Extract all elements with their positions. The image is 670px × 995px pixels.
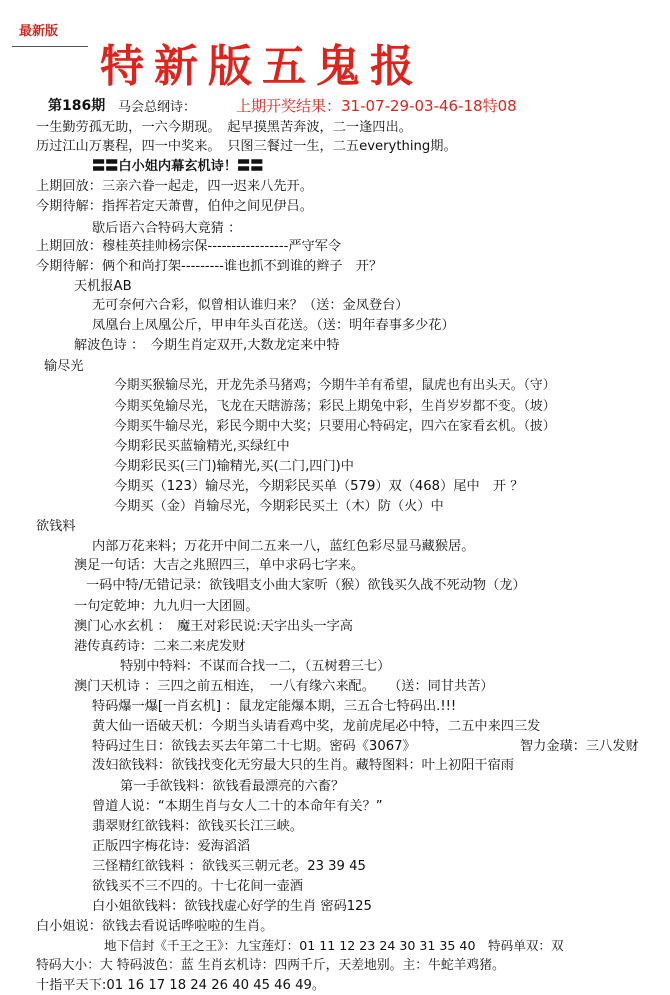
text-line: 解波色诗 ： 今期生肖定双开,大数龙定来中特 bbox=[74, 338, 340, 353]
text-line: 地下信封《千王之王》：九宝莲灯：01 11 12 23 24 30 31 35 40 特码单双：双 bbox=[104, 938, 564, 953]
text-line: 欲钱买不三不四的。十七花间一壶酒 bbox=[92, 879, 303, 894]
text-line: 今期待解：指挥若定天萧曹，伯仲之间见伊吕。 bbox=[36, 199, 313, 214]
text-line: 黄大仙一语破天机：今期当头请看鸡中奖，龙前虎尾必中特，二五中来四三发 bbox=[92, 719, 541, 734]
last-draw-result: 上期开奖结果：31-07-29-03-46-18特08 bbox=[236, 97, 517, 115]
text-line: 港传真药诗：二来二来虎发财 bbox=[74, 639, 246, 654]
text-line: 今期买兔输尽光，飞龙在天瞎游荡；彩民上期兔中彩，生肖岁岁都不变。（坡） bbox=[114, 399, 556, 414]
text-line: 上期回放：三亲六眷一起走，四一迟来八先开。 bbox=[36, 179, 313, 194]
issue-number: 第186期 bbox=[48, 98, 106, 114]
text-line: 特码爆一爆[一肖玄机] ：鼠龙定能爆本期，三五合七特码出.!!! bbox=[92, 699, 457, 714]
text-line: 翡翠财红欲钱料：欲钱买长江三峡。 bbox=[92, 819, 303, 834]
text-line: 白小姐欲钱料：欲钱找虚心好学的生肖 密码125 bbox=[92, 899, 372, 914]
text-line: 曾道人说：“本期生肖与女人二十的本命年有关？” bbox=[92, 799, 383, 814]
text-line: 第一手欲钱料：欲钱看最漂亮的六畜？ bbox=[120, 779, 345, 794]
text-line: 一码中特/无错记录：欲钱唱支小曲大家听（猴）欲钱买久战不死动物（龙） bbox=[86, 578, 526, 593]
section-heading: 输尽光 bbox=[44, 359, 84, 374]
text-line: 澳足一句话：大吉之兆照四三，单中求码七字来。 bbox=[74, 558, 365, 573]
text-line: 凤凰台上凤凰公斤，甲申年头百花送。（送：明年春事多少花） bbox=[92, 318, 455, 333]
text-line: 一生勤劳孤无助，一六今期现。 起早摸黑苦奔波，二一逢四出。 bbox=[36, 120, 412, 135]
text-line: 今期买（金）肖输尽光，今期彩民买土（木）防（火）中 bbox=[114, 499, 444, 514]
section-heading: 欲钱料 bbox=[36, 519, 76, 534]
section-heading: 歇后语六合特码大竟猜 ： bbox=[92, 221, 242, 236]
text-line: 历过江山万裹程，四一中奖来。 只图三餐过一生，二五everything期。 bbox=[36, 139, 457, 154]
text-line: 今期待解：俩个和尚打架---------谁也抓不到谁的辫子 开？ bbox=[36, 259, 383, 274]
text-line: 澳门心水玄机 ： 魔王对彩民说:天字出头一字高 bbox=[74, 619, 353, 634]
text-line: 内部万花来料；万花开中间二五来一八，蓝红色彩尽显马藏猴居。 bbox=[92, 539, 475, 554]
text-line: 今期彩民买(三门)输精光,买(二门,四门)中 bbox=[114, 459, 354, 474]
edition-tag: 最新版 bbox=[19, 24, 59, 39]
text-line: 无可奈何六合彩，似曾相认谁归来？（送：金凤登台） bbox=[92, 298, 409, 313]
text-line: 今期买牛输尽光，彩民今期中大奖；只要用心特码定，四六在家看玄机。（披） bbox=[114, 419, 556, 434]
text-line: 一句定乾坤：九九归一大团圆。 bbox=[74, 599, 259, 614]
text-line: 三怪精红欲钱料 ：欲钱买三朝元老。23 39 45 bbox=[92, 859, 366, 874]
text-line: 特别中特料：不谋而合找一二，（五树碧三七） bbox=[120, 659, 391, 674]
text-line: 特码过生日：欲钱去买去年第二十七期。密码《3067》 bbox=[92, 739, 416, 754]
text-line: 智力金璜：三八发财 bbox=[520, 739, 639, 754]
text-line: 今期买（123）输尽光，今期彩民买单（579）双（468）尾中 开 ？ bbox=[114, 479, 524, 494]
section-heading: 〓〓白小姐内幕玄机诗！〓〓 bbox=[92, 159, 264, 174]
text-line: 十指平天下:01 16 17 18 24 26 40 45 46 49。 bbox=[36, 978, 326, 993]
text-line: 今期彩民买蓝输精光,买绿红中 bbox=[114, 439, 290, 454]
text-line: 正版四字梅花诗：爱海滔滔 bbox=[92, 839, 251, 854]
section-heading: 天机报AB bbox=[74, 279, 132, 294]
poem-label: 马会总纲诗： bbox=[118, 100, 197, 115]
page-title: 特新版五鬼报 bbox=[100, 41, 424, 92]
text-line: 上期回放：穆桂英挂帅杨宗保-----------------严守军令 bbox=[36, 239, 342, 254]
divider bbox=[12, 46, 88, 47]
text-line: 澳门天机诗 ：三四之前五相连， 一八有缘六来配。 （送：同甘共苦） bbox=[74, 679, 494, 694]
text-line: 特码大小：大 特码波色：蓝 生肖玄机诗：四两千斤，天差地别。主：牛蛇羊鸡猪。 bbox=[36, 958, 505, 973]
text-line: 白小姐说：欲钱去看说话哗啦啦的生肖。 bbox=[36, 919, 274, 934]
text-line: 今期买猴输尽光，开龙先杀马猪鸡；今期牛羊有希望，鼠虎也有出头天。（守） bbox=[114, 378, 556, 393]
text-line: 泼妇欲钱料：欲钱找变化无穷最大只的生肖。藏特图料：叶上初阳干宿雨 bbox=[92, 758, 514, 773]
